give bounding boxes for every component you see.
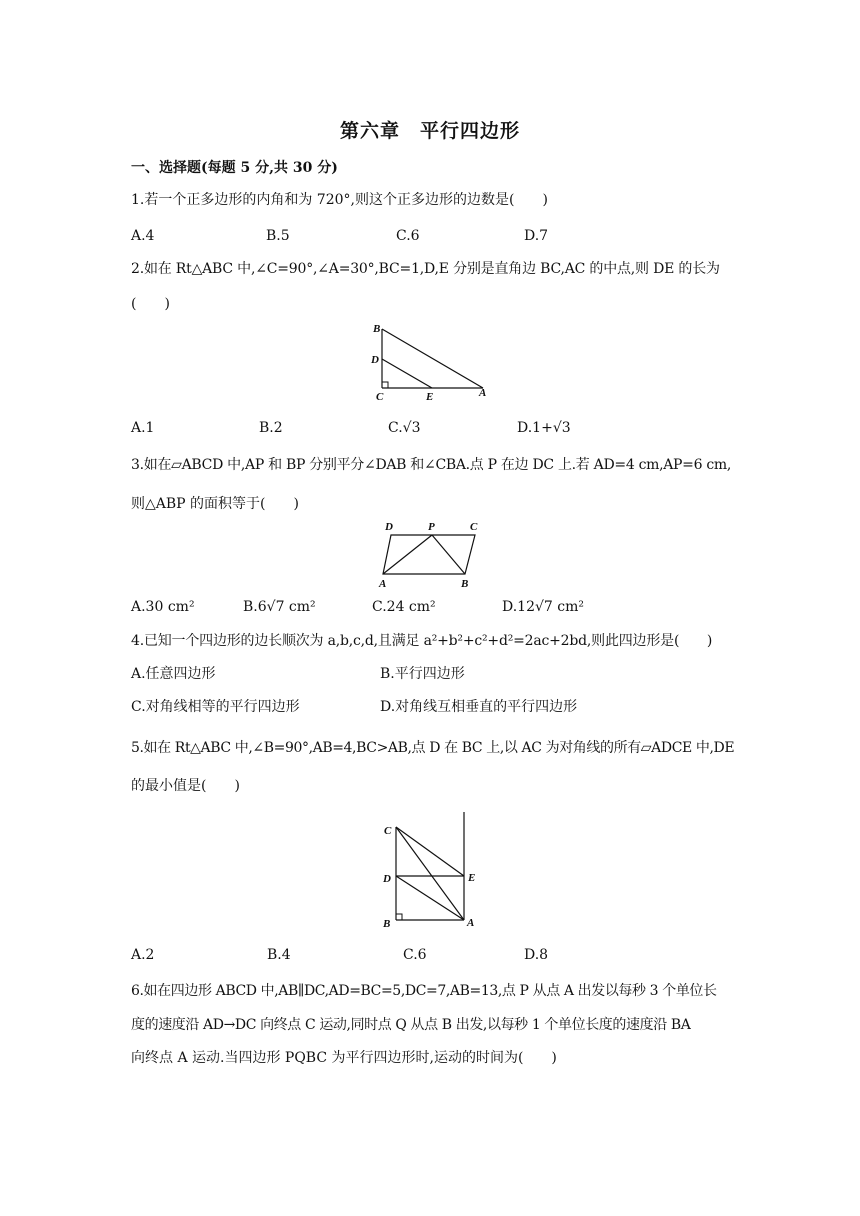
q5-option-c: C.6 (403, 947, 427, 963)
q3-label-d: D (385, 521, 393, 533)
q1-option-b: B.5 (266, 228, 290, 244)
q5-option-b: B.4 (267, 947, 291, 963)
question-3-line-2: 则△ABP 的面积等于( ) (131, 496, 299, 512)
q2-option-c: C.√3 (388, 420, 421, 436)
section-heading: 一、选择题(每题 5 分,共 30 分) (131, 160, 338, 176)
q1-option-d: D.7 (524, 228, 549, 244)
q4-option-a: A.任意四边形 (131, 666, 216, 682)
q2-label-b: B (373, 323, 381, 335)
question-3-line-1: 3.如在▱ABCD 中,AP 和 BP 分别平分∠DAB 和∠CBA.点 P 在边 DC 上.若 AD=4 cm,AP=6 cm, (131, 457, 732, 473)
q3-label-c: C (470, 521, 478, 533)
q3-parallelogram-figure (376, 517, 486, 592)
q4-option-b: B.平行四边形 (380, 666, 465, 682)
q2-option-a: A.1 (131, 420, 155, 436)
q2-option-d: D.1+√3 (517, 420, 571, 436)
q5-label-e: E (468, 872, 476, 884)
question-2-line-1: 2.如在 Rt△ABC 中,∠C=90°,∠A=30°,BC=1,D,E 分别是直角边 BC,AC 的中点,则 DE 的长为 (131, 261, 720, 277)
q5-label-c: C (384, 825, 392, 837)
q3-label-b: B (461, 578, 469, 590)
q3-label-a: A (379, 578, 387, 590)
q4-option-c: C.对角线相等的平行四边形 (131, 699, 300, 715)
q3-option-a: A.30 cm² (131, 599, 195, 615)
q5-option-d: D.8 (524, 947, 549, 963)
question-4-text: 4.已知一个四边形的边长顺次为 a,b,c,d,且满足 a²+b²+c²+d²=2ac+2bd,则此四边形是( ) (131, 633, 713, 649)
q2-label-c: C (376, 391, 384, 403)
question-6-line-3: 向终点 A 运动.当四边形 PQBC 为平行四边形时,运动的时间为( ) (131, 1050, 557, 1066)
question-6-line-2: 度的速度沿 AD→DC 向终点 C 运动,同时点 Q 从点 B 出发,以每秒 1 个单位长度的速度沿 BA (131, 1017, 691, 1033)
q5-label-d: D (383, 873, 391, 885)
q3-option-c: C.24 cm² (372, 599, 436, 615)
chapter-title: 第六章 平行四边形 (339, 120, 520, 142)
question-5-line-2: 的最小值是( ) (131, 778, 240, 794)
q4-option-d: D.对角线互相垂直的平行四边形 (380, 699, 578, 715)
q2-option-b: B.2 (259, 420, 283, 436)
q3-option-d: D.12√7 cm² (502, 599, 584, 615)
q5-option-a: A.2 (131, 947, 155, 963)
q1-option-c: C.6 (396, 228, 420, 244)
question-2-line-2: ( ) (131, 296, 170, 312)
question-5-line-1: 5.如在 Rt△ABC 中,∠B=90°,AB=4,BC>AB,点 D 在 BC 上,以 AC 为对角线的所有▱ADCE 中,DE (131, 740, 735, 756)
q5-figure (375, 810, 485, 934)
q2-label-e: E (426, 391, 434, 403)
q3-option-b: B.6√7 cm² (243, 599, 316, 615)
q2-triangle-figure (365, 318, 495, 404)
question-1-text: 1.若一个正多边形的内角和为 720°,则这个正多边形的边数是( ) (131, 192, 548, 208)
q5-label-a: A (467, 917, 475, 929)
q1-option-a: A.4 (131, 228, 155, 244)
question-6-line-1: 6.如在四边形 ABCD 中,AB∥DC,AD=BC=5,DC=7,AB=13,点 P 从点 A 出发以每秒 3 个单位长 (131, 983, 717, 999)
q2-label-a: A (479, 387, 487, 399)
q3-label-p: P (428, 521, 435, 533)
q2-label-d: D (371, 354, 379, 366)
q5-label-b: B (383, 918, 391, 930)
